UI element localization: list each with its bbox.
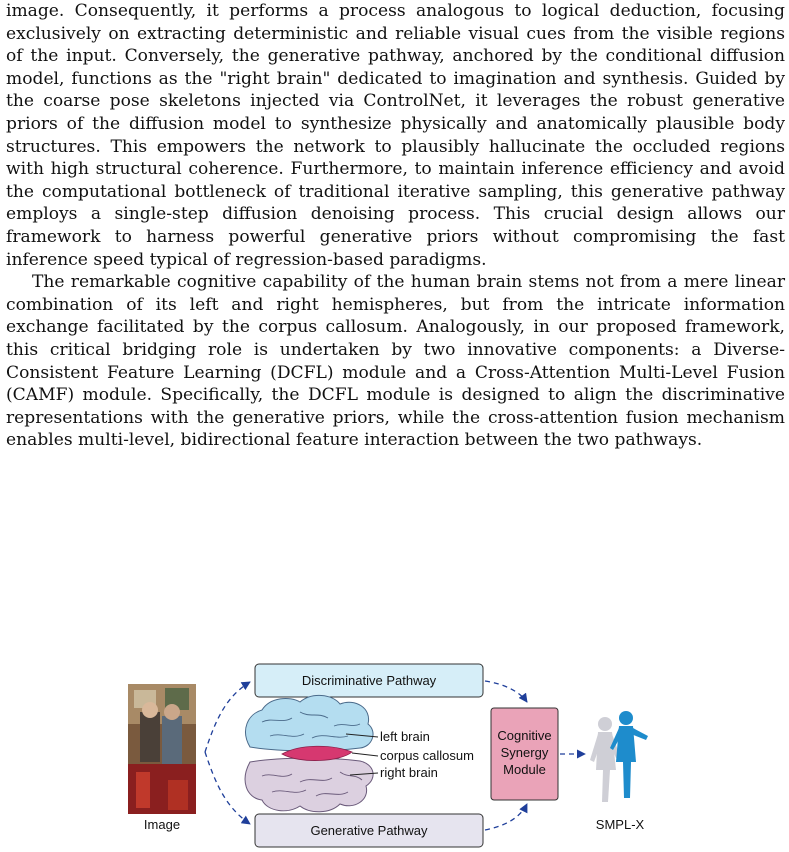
smplx-label: SMPL-X [595, 817, 645, 832]
arrow-image-to-generative [205, 752, 250, 824]
arrow-image-to-discriminative [205, 682, 250, 752]
left-brain [246, 695, 374, 750]
body-text [6, 0, 785, 452]
left-brain-label: left brain [380, 729, 430, 744]
corpus-callosum-label: corpus callosum [380, 748, 474, 763]
right-brain [245, 758, 373, 812]
paragraph-2: The remarkable cognitive capability of the human brain stems not from a mere linear combination of its left and right hemispheres, but from the intricate information exchange facilitated by the corpus callosum. Analogously, in our proposed framework, this critical bridging role is undertaken by two innovative components: a Diverse-Consistent Feature Learning (DCFL) module and a Cross-Attention Multi-Level Fusion (CAMF) module. Specifically, the DCFL module is designed to align the discriminative representations with the generative priors, while the cross-attention fusion mechanism enables multi-level, bidirectional feature interaction between the two pathways. [6, 272, 785, 451]
corpus-callosum-leader [352, 753, 378, 756]
module-label-line1: Cognitive [497, 728, 552, 743]
input-photo [128, 684, 196, 814]
smplx-body-figure [590, 711, 648, 802]
framework-figure [0, 652, 789, 852]
arrow-generative-to-module [485, 804, 527, 830]
arrow-discriminative-to-module [485, 681, 527, 702]
framework-diagram [0, 652, 789, 852]
image-label: Image [143, 817, 181, 832]
discriminative-pathway-label: Discriminative Pathway [301, 673, 437, 688]
generative-pathway-label: Generative Pathway [310, 823, 428, 838]
module-label-line3: Module [503, 762, 546, 777]
paragraph-1: image. Consequently, it performs a process analogous to logical deduction, focusing exclusively on extracting deterministic and reliable visual cues from the visible regions of the input. Conversely, the generative pathway, anchored by the conditional diffusion model, functions as the "right brain" dedicated to imagination and synthesis. Guided by the coarse pose skeletons injected via ControlNet, it leverages the robust generative priors of the diffusion model to synthesize physically and anatomically plausible body structures. This empowers the network to plausibly hallucinate the occluded regions with high structural coherence. Furthermore, to maintain inference efficiency and avoid the computational bottleneck of traditional iterative sampling, this generative pathway employs a single-step diffusion denoising process. This crucial design allows our framework to harness powerful generative priors without compromising the fast inference speed typical of regression-based paradigms. [6, 1, 785, 270]
module-label-line2: Synergy [500, 745, 549, 760]
right-brain-label: right brain [380, 765, 438, 780]
